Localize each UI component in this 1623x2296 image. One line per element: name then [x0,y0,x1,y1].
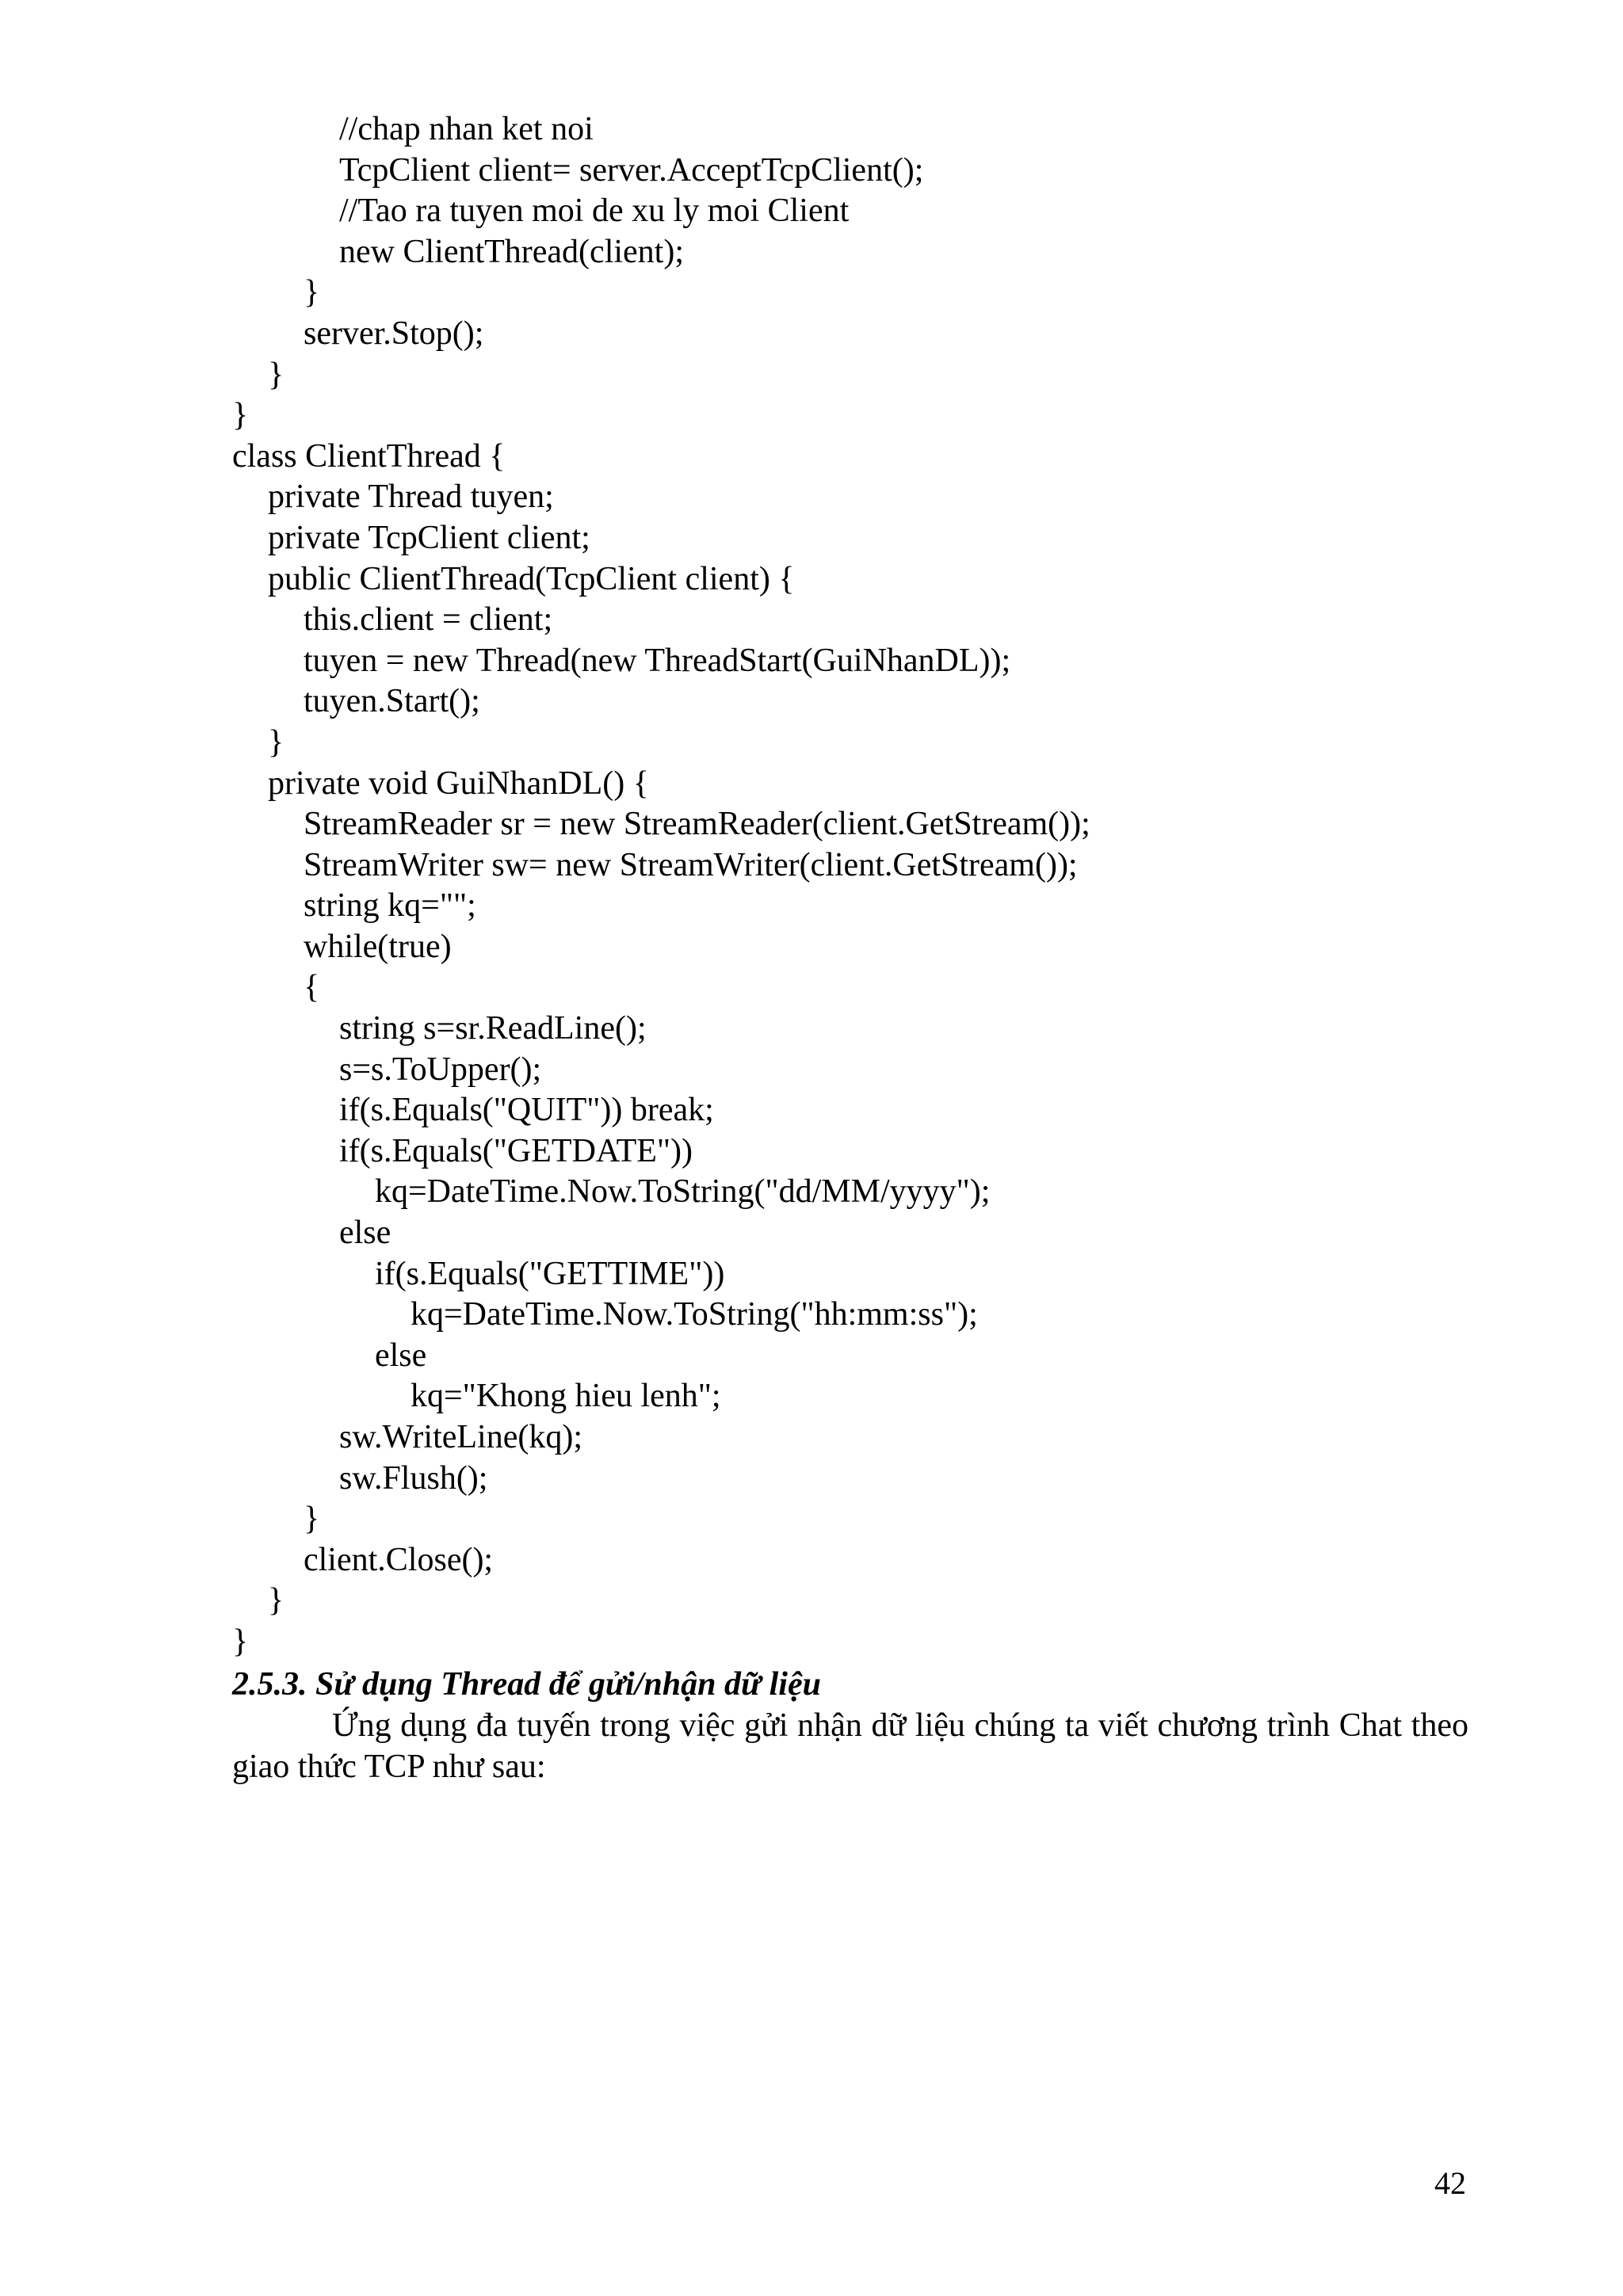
code-line: } [304,1501,320,1538]
code-line: //Tao ra tuyen moi de xu ly moi Client [339,193,850,230]
code-line: tuyen = new Thread(new ThreadStart(GuiNhanDL)); [304,642,1011,679]
code-line: kq="Khong hieu lenh"; [411,1378,721,1415]
code-line: private Thread tuyen; [268,479,554,516]
code-line: s=s.ToUpper(); [339,1051,542,1088]
page-number: 42 [1434,2165,1466,2201]
code-line: this.client = client; [304,601,553,639]
code-line: string s=sr.ReadLine(); [339,1010,647,1047]
code-line: class ClientThread { [232,437,506,475]
code-line: private void GuiNhanDL() { [268,765,649,802]
code-line: if(s.Equals("QUIT")) break; [339,1092,714,1129]
code-line: kq=DateTime.Now.ToString("hh:mm:ss"); [411,1296,978,1333]
code-listing [232,109,1579,1663]
code-line: client.Close(); [304,1541,494,1578]
code-line: server.Stop(); [304,315,484,352]
code-line: new ClientThread(client); [339,233,684,270]
code-line: sw.Flush(); [339,1459,488,1497]
code-line: //chap nhan ket noi [339,111,594,147]
code-line: while(true) [304,928,452,965]
code-line: } [232,397,249,434]
code-line: TcpClient client= server.AcceptTcpClient(); [339,151,924,189]
body-paragraph: Ứng dụng đa tuyến trong việc gửi nhận dữ liệu chúng ta viết chương trình Chat theo giao thức TCP như sau: [232,1707,1468,1785]
code-line: private TcpClient client; [268,519,590,556]
code-line: } [232,1623,249,1660]
section-heading: 2.5.3. Sử dụng Thread để gửi/nhận dữ liệu [232,1666,821,1703]
code-line: } [268,1582,285,1619]
code-line: else [339,1215,391,1252]
code-line: tuyen.Start(); [304,683,480,720]
code-line: sw.WriteLine(kq); [339,1419,582,1455]
code-line: public ClientThread(TcpClient client) { [268,560,795,597]
code-line: } [268,356,285,393]
code-line: } [304,274,320,311]
code-line: { [304,969,320,1006]
code-line: if(s.Equals("GETTIME")) [375,1255,725,1292]
code-line: } [268,723,285,761]
code-line: StreamReader sr = new StreamReader(client.GetStream()); [304,806,1090,843]
code-line: if(s.Equals("GETDATE")) [339,1132,693,1169]
code-line: else [375,1337,427,1374]
code-line: string kq=""; [304,887,476,925]
code-line: StreamWriter sw= new StreamWriter(client.GetStream()); [304,846,1078,883]
code-line: kq=DateTime.Now.ToString("dd/MM/yyyy"); [375,1173,991,1211]
